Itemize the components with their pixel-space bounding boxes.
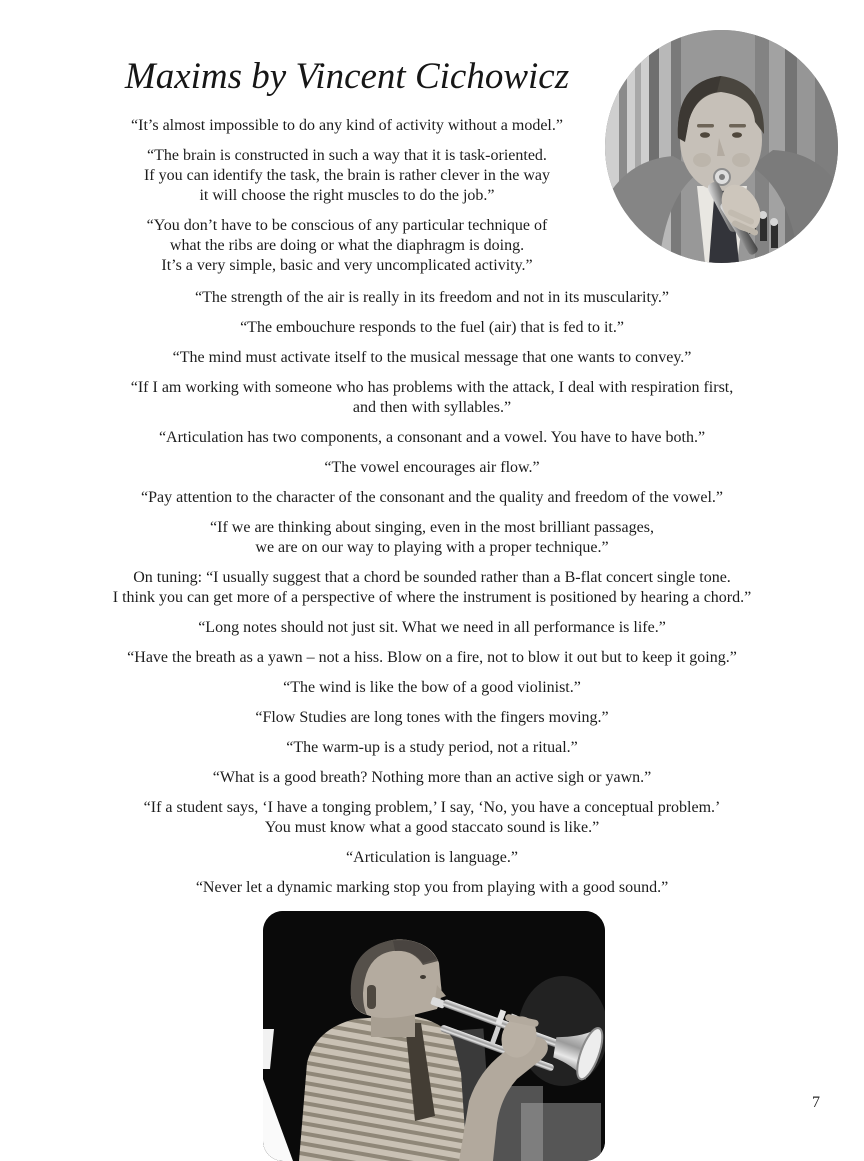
performance-photo <box>263 911 605 1161</box>
quotes-wide-section <box>36 288 828 908</box>
quote: “The brain is constructed in such a way that it is task-oriented. If you can identify the task, the brain is rather clever in the way it will choose the right muscles to do the job.” <box>143 147 551 204</box>
quote: “You don’t have to be conscious of any particular technique of what the ribs are doing or what the diaphragm is doing. It’s a very simple, basic and very uncomplicated activity.” <box>146 217 548 274</box>
quote: “The strength of the air is really in its freedom and not in its muscularity.” <box>195 289 669 306</box>
quote: “What is a good breath? Nothing more than an active sigh or yawn.” <box>212 769 652 786</box>
quote: “The embouchure responds to the fuel (air) that is fed to it.” <box>240 319 624 336</box>
quote: “If I am working with someone who has problems with the attack, I deal with respiration first, and then with syllables.” <box>130 379 734 416</box>
quote: “Articulation has two components, a consonant and a vowel. You have to have both.” <box>158 429 706 446</box>
quote: “It’s almost impossible to do any kind of activity without a model.” <box>131 117 563 134</box>
quote: “Pay attention to the character of the consonant and the quality and freedom of the vowel.” <box>140 489 723 506</box>
quote: “If a student says, ‘I have a tonging problem,’ I say, ‘No, you have a conceptual problem.’ You must know what a good staccato sound is like.” <box>143 799 721 836</box>
quote: “If we are thinking about singing, even in the most brilliant passages, we are on our way to playing with a proper technique.” <box>210 519 654 556</box>
page-number: 7 <box>812 1094 820 1111</box>
quote: “Have the breath as a yawn – not a hiss. Blow on a fire, not to blow it out but to keep it going.” <box>127 649 737 666</box>
quotes-narrow-section <box>85 116 609 276</box>
header-column <box>85 54 609 286</box>
portrait-photo-illustration <box>605 30 838 263</box>
quote: “The mind must activate itself to the musical message that one wants to convey.” <box>172 349 692 366</box>
quote: “Long notes should not just sit. What we need in all performance is life.” <box>198 619 666 636</box>
quote: On tuning: “I usually suggest that a chord be sounded rather than a B-flat concert single tone. I think you can get more of a perspective of where the instrument is positioned by hearing a chord.” <box>112 569 752 606</box>
quote: “Articulation is language.” <box>346 849 518 866</box>
portrait-photo <box>605 30 838 263</box>
quote: “The vowel encourages air flow.” <box>324 459 540 476</box>
quote: “Flow Studies are long tones with the fingers moving.” <box>255 709 609 726</box>
page-title: Maxims by Vincent Cichowicz <box>124 56 570 97</box>
quote: “The warm-up is a study period, not a ritual.” <box>286 739 578 756</box>
quote: “The wind is like the bow of a good violinist.” <box>283 679 581 696</box>
performance-photo-illustration <box>263 911 605 1161</box>
quote: “Never let a dynamic marking stop you from playing with a good sound.” <box>195 879 669 896</box>
